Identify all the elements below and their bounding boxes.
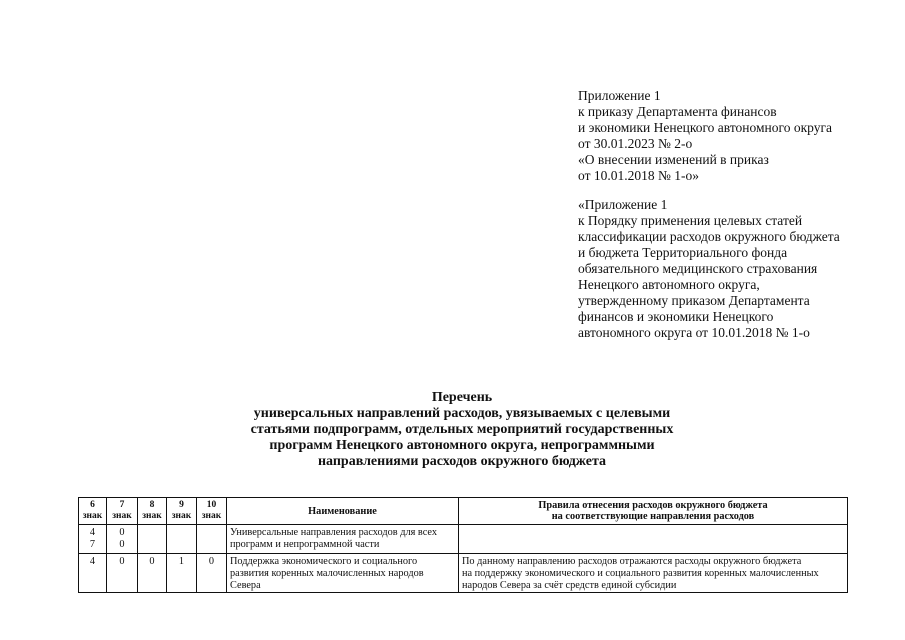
code-header-number: 7	[119, 500, 125, 510]
code-digit: 4	[89, 556, 96, 567]
code-header-10	[197, 498, 227, 525]
code-cell-6	[79, 554, 107, 593]
code-cell-10	[197, 554, 227, 593]
code-digit: 0	[149, 556, 155, 567]
name-line: Севера	[230, 580, 261, 591]
rule-line: народов Севера за счёт средств единой субсидии	[462, 580, 677, 591]
rule-line: на поддержку экономического и социального развития коренных малочисленных	[462, 568, 819, 579]
code-header-label: знак	[82, 511, 103, 521]
title-line: программ Ненецкого автономного округа, непрограммными	[269, 438, 655, 453]
expenditure-directions-table	[78, 497, 848, 593]
procedure-appendix-line: классификации расходов окружного бюджета	[578, 229, 840, 244]
code-header-7	[107, 498, 138, 525]
order-appendix-line: от 10.01.2018 № 1-о»	[578, 168, 699, 183]
code-header-8	[138, 498, 167, 525]
procedure-appendix-line: к Порядку применения целевых статей	[578, 213, 803, 228]
order-appendix-line: от 30.01.2023 № 2-о	[578, 136, 693, 151]
code-cell-7	[107, 554, 138, 593]
code-header-label: знак	[112, 511, 132, 521]
code-digit: 0	[119, 527, 125, 538]
procedure-appendix-line: «Приложение 1	[578, 197, 668, 212]
procedure-appendix-line: обязательного медицинского страхования	[578, 261, 818, 276]
name-column-header: Наименование	[227, 498, 459, 525]
code-digit: 0	[119, 539, 125, 550]
code-cell-8	[138, 525, 167, 554]
name-line: развития коренных малочисленных народов	[230, 568, 424, 579]
code-cell-6	[79, 525, 107, 554]
table-header-row	[79, 498, 848, 525]
code-header-6	[79, 498, 107, 525]
procedure-appendix-line: автономного округа от 10.01.2018 № 1-о	[578, 325, 810, 340]
rule-cell	[459, 554, 848, 593]
procedure-appendix-line: финансов и экономики Ненецкого	[578, 309, 774, 324]
rule-cell	[459, 525, 848, 554]
order-appendix-line: Приложение 1	[578, 88, 661, 103]
procedure-appendix-note	[578, 197, 840, 341]
code-header-number: 6	[90, 500, 95, 510]
code-header-label: знак	[142, 511, 162, 521]
code-header-label: знак	[171, 511, 192, 521]
name-line: Поддержка экономического и социального	[230, 556, 418, 567]
order-appendix-note	[578, 88, 832, 184]
code-cell-7	[107, 525, 138, 554]
code-header-number: 8	[149, 500, 155, 510]
rule-header-line: на соответствующие направления расходов	[551, 511, 755, 522]
code-header-number: 9	[179, 500, 184, 510]
document-title	[162, 390, 762, 470]
title-line: универсальных направлений расходов, увязываемых с целевыми	[253, 406, 671, 421]
title-line: направлениями расходов окружного бюджета	[317, 454, 607, 469]
order-appendix-line: к приказу Департамента финансов	[578, 104, 777, 119]
code-digit: 0	[119, 556, 125, 567]
rule-header-line: Правила отнесения расходов окружного бюджета	[538, 500, 768, 511]
code-digit: 4	[89, 527, 96, 538]
code-cell-8	[138, 554, 167, 593]
title-line: Перечень	[431, 390, 493, 405]
code-cell-9	[167, 525, 197, 554]
code-header-9	[167, 498, 197, 525]
procedure-appendix-line: утвержденному приказом Департамента	[578, 293, 810, 308]
order-appendix-line: «О внесении изменений в приказ	[578, 152, 769, 167]
title-line: статьями подпрограмм, отдельных мероприятий государственных	[250, 422, 674, 437]
procedure-appendix-line: и бюджета Территориального фонда	[578, 245, 788, 260]
procedure-appendix-line: Ненецкого автономного округа,	[578, 277, 760, 292]
code-cell-9	[167, 554, 197, 593]
name-line: Универсальные направления расходов для всех	[230, 527, 437, 538]
rule-line: По данному направлению расходов отражаются расходы окружного бюджета	[462, 556, 802, 567]
code-header-label: знак	[201, 511, 222, 521]
code-header-number: 10	[206, 500, 217, 510]
name-cell	[227, 525, 459, 554]
table-row	[79, 525, 848, 554]
code-digit: 0	[208, 556, 215, 567]
table-row	[79, 554, 848, 593]
code-digit: 7	[89, 539, 96, 550]
order-appendix-line: и экономики Ненецкого автономного округа	[578, 120, 833, 135]
name-line: программ и непрограммной части	[230, 539, 380, 550]
rule-column-header	[459, 498, 848, 525]
name-cell	[227, 554, 459, 593]
code-digit: 1	[178, 556, 185, 567]
code-cell-10	[197, 525, 227, 554]
